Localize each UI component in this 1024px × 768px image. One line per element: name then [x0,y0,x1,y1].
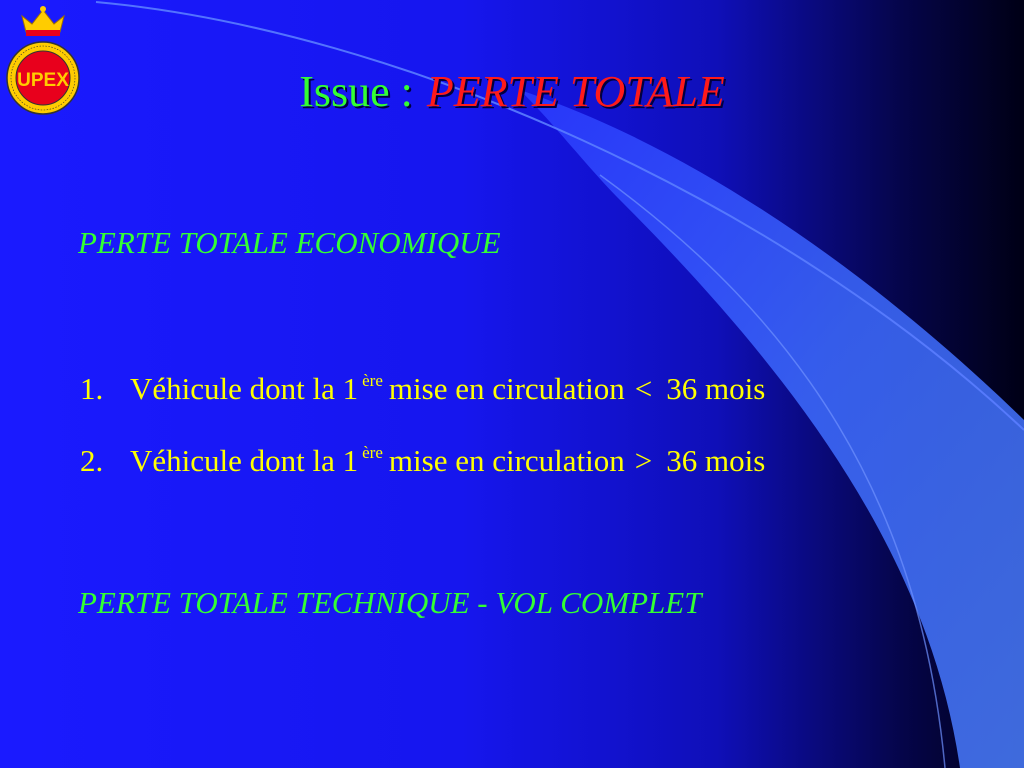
heading-technical: PERTE TOTALE TECHNIQUE - VOL COMPLET [78,585,702,620]
title-prefix: Issue : [299,67,413,116]
title-main: PERTE TOTALE [426,67,725,116]
list-item-text-before: Véhicule dont la 1 [130,443,359,478]
logo-letters: UPEX [17,70,69,91]
list-item-number: 1. [80,371,104,406]
list-item-superscript: ère [362,371,383,390]
crown-icon [22,6,64,36]
list-item-text-middle: mise en circulation [388,371,625,406]
slide-title [0,64,1024,120]
less-than-operator: < [634,371,653,406]
list-item-superscript: ère [362,443,383,462]
criteria-list [80,370,765,514]
list-item-number: 2. [80,443,104,478]
list-item-text-before: Véhicule dont la 1 [130,371,359,406]
heading-economic: PERTE TOTALE ECONOMIQUE [78,225,501,260]
list-item-text-after: 36 mois [666,371,766,406]
greater-than-operator: > [634,443,653,478]
list-item [80,442,765,514]
list-item-text-middle: mise en circulation [388,443,625,478]
list-item [80,370,765,442]
list-item-text-after: 36 mois [666,443,766,478]
